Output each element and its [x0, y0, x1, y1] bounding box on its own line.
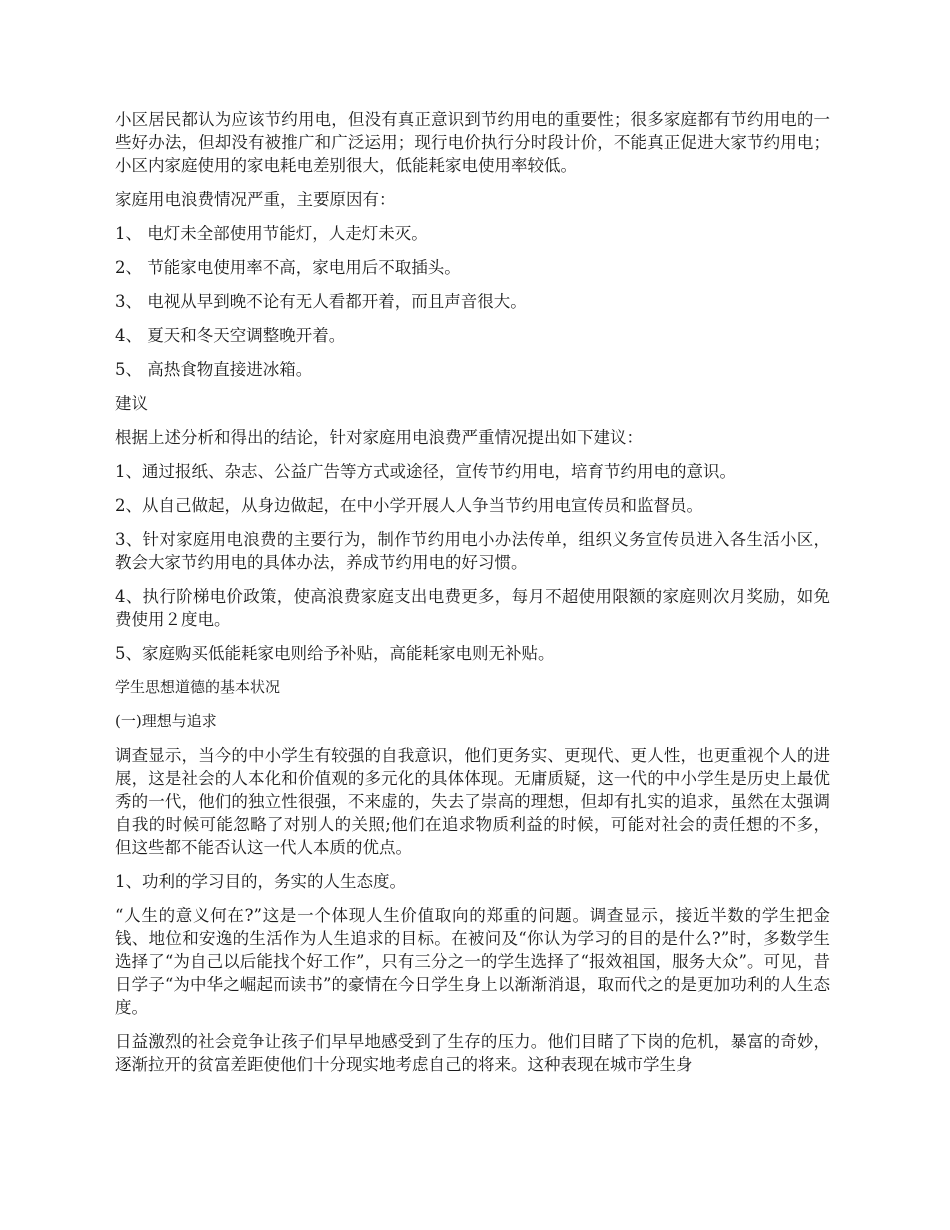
paragraph-intro-summary: 小区居民都认为应该节约用电，但没有真正意识到节约用电的重要性；很多家庭都有节约用电的一些好办法，但却没有被推广和广泛运用；现行电价执行分时段计价，不能真正促进大家节约用电；小区内家庭使用的家电耗电差别很大，低能耗家电使用率较低。	[115, 110, 830, 175]
paragraph-meaning-of-life: “人生的意义何在?”这是一个体现人生价值取向的郑重的问题。调查显示，接近半数的学生把金钱、地位和安逸的生活作为人生追求的目标。在被问及“你认为学习的目的是什么?”时，多数学生选择了“为自己以后能找个好工作”，只有三分之一的学生选择了“报效祖国，服务大众”。可见，昔日学子“为中华之崛起而读书”的豪情在今日学生身上以渐渐消退，取而代之的是更加功利的人生态度。	[115, 906, 830, 1017]
list-item-cause-1: 1、 电灯未全部使用节能灯，人走灯未灭。	[115, 224, 428, 243]
section-heading-student-morality: 学生思想道德的基本状况	[115, 678, 281, 696]
paragraph-waste-causes-heading: 家庭用电浪费情况严重，主要原因有：	[115, 190, 396, 209]
paragraph-social-competition: 日益激烈的社会竞争让孩子们早早地感受到了生存的压力。他们目睹了下岗的危机，暴富的奇妙，逐渐拉开的贫富差距使他们十分现实地考虑自己的将来。这种表现在城市学生身	[115, 1032, 830, 1074]
list-item-suggestion-2: 2、从自己做起，从身边做起，在中小学开展人人争当节约用电宣传员和监督员。	[115, 496, 703, 515]
list-item-cause-5: 5、 高热食物直接进冰箱。	[115, 360, 313, 379]
subsection-heading-ideals: (一)理想与追求	[115, 712, 217, 730]
paragraph-survey-findings: 调查显示，当今的中小学生有较强的自我意识，他们更务实、更现代、更人性，也更重视个人的进展，这是社会的人本化和价值观的多元化的具体体现。无庸质疑，这一代的中小学生是历史上最优秀的一代，他们的独立性很强，不来虚的，失去了崇高的理想，但却有扎实的追求，虽然在太强调自我的时候可能忽略了对别人的关照;他们在追求物质利益的时候，可能对社会的责任想的不多，但这些都不能否认这一代人本质的优点。	[115, 746, 830, 857]
paragraph-suggestions-intro: 根据上述分析和得出的结论，针对家庭用电浪费严重情况提出如下建议：	[115, 428, 643, 447]
list-item-suggestion-5: 5、家庭购买低能耗家电则给予补贴，高能耗家电则无补贴。	[115, 644, 555, 663]
paragraph-point-1-heading: 1、功利的学习目的，务实的人生态度。	[115, 872, 406, 891]
list-item-cause-4: 4、 夏天和冬天空调整晚开着。	[115, 326, 346, 345]
section-heading-suggestions: 建议	[115, 394, 148, 413]
list-item-cause-2: 2、 节能家电使用率不高，家电用后不取插头。	[115, 258, 461, 277]
list-item-suggestion-3: 3、针对家庭用电浪费的主要行为，制作节约用电小办法传单，组织义务宣传员进入各生活小区，教会大家节约用电的具体办法，养成节约用电的好习惯。	[115, 530, 830, 572]
list-item-cause-3: 3、 电视从早到晚不论有无人看都开着，而且声音很大。	[115, 292, 527, 311]
document-body	[115, 108, 830, 1087]
list-item-suggestion-1: 1、通过报纸、杂志、公益广告等方式或途径，宣传节约用电，培育节约用电的意识。	[115, 462, 736, 481]
list-item-suggestion-4: 4、执行阶梯电价政策，使高浪费家庭支出电费更多，每月不超使用限额的家庭则次月奖励，如免费使用２度电。	[115, 587, 830, 629]
